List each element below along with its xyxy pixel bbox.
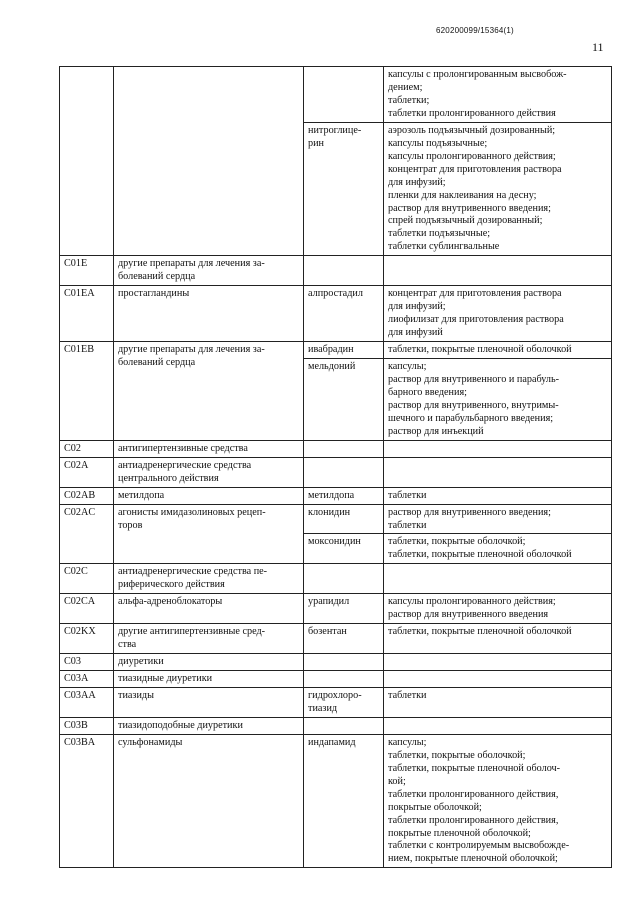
drug-name-line: рин bbox=[308, 137, 324, 149]
dosage-form-line: таблетки, покрытые пленочной оболочкой bbox=[388, 549, 572, 561]
drug-name-cell bbox=[304, 734, 384, 868]
dosage-forms-cell bbox=[384, 594, 612, 624]
dosage-form-line: пленки для наклеивания на десну; bbox=[388, 189, 537, 201]
dosage-form-line: для инфузий bbox=[388, 327, 443, 339]
group-name-line: антигипертензивные средства bbox=[118, 442, 248, 454]
group-name-cell bbox=[114, 624, 304, 654]
table-row bbox=[60, 440, 612, 457]
drug-name-cell bbox=[304, 256, 384, 286]
group-name-line: альфа-адреноблокаторы bbox=[118, 596, 223, 608]
atc-code-cell bbox=[60, 594, 114, 624]
dosage-form-line: покрытые пленочной оболочкой; bbox=[388, 827, 531, 839]
atc-code-cell bbox=[60, 624, 114, 654]
atc-code-cell bbox=[60, 487, 114, 504]
atc-code-cell bbox=[60, 286, 114, 342]
group-name-cell bbox=[114, 440, 304, 457]
group-name-line: тиазидные диуретики bbox=[118, 673, 213, 685]
atc-code: C01EB bbox=[64, 344, 95, 356]
dosage-form-line: раствор для внутривенного введения; bbox=[388, 202, 551, 214]
dosage-form-line: для инфузий; bbox=[388, 176, 446, 188]
dosage-form-line: покрытые оболочкой; bbox=[388, 801, 482, 813]
group-name-line: тиазиды bbox=[118, 689, 154, 701]
group-name-cell bbox=[114, 717, 304, 734]
drug-name-cell bbox=[304, 457, 384, 487]
dosage-form-line: таблетки bbox=[388, 489, 427, 501]
atc-code: C03B bbox=[64, 719, 88, 731]
dosage-form-line: шечного и парабульбарного введения; bbox=[388, 412, 554, 424]
dosage-form-line: таблетки с контролируемым высвобожде- bbox=[388, 840, 570, 852]
atc-code-cell bbox=[60, 440, 114, 457]
drug-name-line: моксонидин bbox=[308, 536, 361, 548]
dosage-form-line: кой; bbox=[388, 775, 406, 787]
atc-code-cell bbox=[60, 67, 114, 256]
group-name-line: антиадренергические средства bbox=[118, 459, 252, 471]
drug-name-line: нитроглице- bbox=[308, 124, 362, 136]
dosage-form-line: концентрат для приготовления раствора bbox=[388, 163, 562, 175]
dosage-form-line: таблетки, покрытые оболочкой; bbox=[388, 749, 526, 761]
dosage-form-line: таблетки пролонгированного действия bbox=[388, 107, 556, 119]
dosage-forms-cell bbox=[384, 504, 612, 534]
group-name-line: другие антигипертензивные сред- bbox=[118, 626, 266, 638]
dosage-form-line: раствор для внутривенного и парабуль- bbox=[388, 373, 560, 385]
dosage-forms-cell bbox=[384, 717, 612, 734]
dosage-forms-cell bbox=[384, 624, 612, 654]
dosage-forms-cell bbox=[384, 534, 612, 564]
dosage-forms-cell bbox=[384, 654, 612, 671]
drug-name-cell bbox=[304, 534, 384, 564]
dosage-form-line: спрей подъязычный дозированный; bbox=[388, 215, 543, 227]
drug-name-line: метилдопа bbox=[308, 489, 355, 501]
table-row bbox=[60, 342, 612, 359]
dosage-forms-cell bbox=[384, 687, 612, 717]
group-name-cell bbox=[114, 654, 304, 671]
drug-name-cell bbox=[304, 717, 384, 734]
drug-name-cell bbox=[304, 122, 384, 256]
table-row bbox=[60, 487, 612, 504]
dosage-form-line: таблетки, покрытые оболочкой; bbox=[388, 536, 526, 548]
group-name-line: агонисты имидазолиновых рецеп- bbox=[118, 506, 266, 518]
atc-code: C01EA bbox=[64, 288, 95, 300]
drug-name-cell bbox=[304, 654, 384, 671]
drug-name-line: бозентан bbox=[308, 626, 347, 638]
dosage-form-line: таблетки пролонгированного действия, bbox=[388, 814, 559, 826]
drug-table bbox=[59, 66, 612, 868]
dosage-forms-cell bbox=[384, 256, 612, 286]
dosage-form-line: лиофилизат для приготовления раствора bbox=[388, 314, 564, 326]
atc-code-cell bbox=[60, 564, 114, 594]
group-name-line: болеваний сердца bbox=[118, 357, 196, 369]
dosage-forms-cell bbox=[384, 286, 612, 342]
dosage-form-line: капсулы с пролонгированным высвобож- bbox=[388, 69, 567, 80]
atc-code-cell bbox=[60, 654, 114, 671]
drug-name-line: алпростадил bbox=[308, 288, 363, 300]
group-name-cell bbox=[114, 342, 304, 441]
dosage-forms-cell bbox=[384, 440, 612, 457]
dosage-forms-cell bbox=[384, 671, 612, 688]
group-name-cell bbox=[114, 564, 304, 594]
table-row bbox=[60, 504, 612, 534]
atc-code: C02CA bbox=[64, 596, 96, 608]
atc-code-cell bbox=[60, 734, 114, 868]
group-name-cell bbox=[114, 256, 304, 286]
group-name-line: другие препараты для лечения за- bbox=[118, 258, 265, 270]
atc-code: C03AA bbox=[64, 689, 96, 701]
drug-name-cell bbox=[304, 440, 384, 457]
drug-name-cell bbox=[304, 504, 384, 534]
drug-table-body bbox=[60, 67, 612, 868]
table-row bbox=[60, 717, 612, 734]
dosage-form-line: раствор для внутривенного, внутримы- bbox=[388, 399, 559, 411]
group-name-cell bbox=[114, 671, 304, 688]
dosage-form-line: аэрозоль подъязычный дозированный; bbox=[388, 124, 556, 136]
dosage-form-line: таблетки сублингвальные bbox=[388, 241, 500, 253]
dosage-forms-cell bbox=[384, 564, 612, 594]
group-name-cell bbox=[114, 487, 304, 504]
drug-name-line: индапамид bbox=[308, 736, 356, 748]
atc-code: C03BA bbox=[64, 736, 96, 748]
atc-code-cell bbox=[60, 504, 114, 564]
drug-name-cell bbox=[304, 624, 384, 654]
dosage-form-line: таблетки подъязычные; bbox=[388, 228, 491, 240]
atc-code: C02 bbox=[64, 442, 81, 454]
dosage-form-line: таблетки, покрытые пленочной оболочкой bbox=[388, 626, 572, 638]
page-number: 11 bbox=[592, 40, 604, 54]
atc-code: C01E bbox=[64, 258, 88, 270]
dosage-form-line: раствор для внутривенного введения bbox=[388, 609, 549, 621]
drug-name-cell bbox=[304, 342, 384, 359]
document-id: 620200099/15364(1) bbox=[436, 26, 514, 35]
group-name-cell bbox=[114, 594, 304, 624]
dosage-form-line: таблетки; bbox=[388, 94, 430, 106]
drug-name-cell bbox=[304, 687, 384, 717]
dosage-form-line: раствор для внутривенного введения; bbox=[388, 506, 551, 518]
table-row bbox=[60, 671, 612, 688]
drug-name-line: ивабрадин bbox=[308, 344, 354, 356]
group-name-cell bbox=[114, 734, 304, 868]
dosage-forms-cell bbox=[384, 359, 612, 441]
table-row bbox=[60, 286, 612, 342]
group-name-line: диуретики bbox=[118, 656, 164, 668]
atc-code: C02C bbox=[64, 566, 88, 578]
group-name-cell bbox=[114, 457, 304, 487]
drug-name-cell bbox=[304, 671, 384, 688]
atc-code-cell bbox=[60, 457, 114, 487]
group-name-cell bbox=[114, 67, 304, 256]
group-name-line: сульфонамиды bbox=[118, 736, 183, 748]
group-name-line: другие препараты для лечения за- bbox=[118, 344, 265, 356]
dosage-form-line: концентрат для приготовления раствора bbox=[388, 288, 562, 300]
dosage-form-line: капсулы; bbox=[388, 736, 427, 748]
dosage-forms-cell bbox=[384, 734, 612, 868]
dosage-forms-cell bbox=[384, 67, 612, 123]
group-name-line: антиадренергические средства пе- bbox=[118, 566, 268, 578]
dosage-form-line: нием, покрытые пленочной оболочкой; bbox=[388, 853, 558, 865]
table-row bbox=[60, 624, 612, 654]
dosage-form-line: раствор для инъекций bbox=[388, 425, 484, 437]
atc-code: C02AB bbox=[64, 489, 96, 501]
dosage-form-line: таблетки пролонгированного действия, bbox=[388, 788, 559, 800]
group-name-line: тиазидоподобные диуретики bbox=[118, 719, 243, 731]
group-name-line: метилдопа bbox=[118, 489, 165, 501]
dosage-forms-cell bbox=[384, 342, 612, 359]
group-name-cell bbox=[114, 687, 304, 717]
dosage-form-line: для инфузий; bbox=[388, 301, 446, 313]
dosage-form-line: барного введения; bbox=[388, 386, 467, 398]
group-name-cell bbox=[114, 286, 304, 342]
drug-name-cell bbox=[304, 359, 384, 441]
dosage-forms-cell bbox=[384, 457, 612, 487]
table-row bbox=[60, 687, 612, 717]
drug-name-cell bbox=[304, 564, 384, 594]
atc-code: C03 bbox=[64, 656, 81, 668]
table-row bbox=[60, 594, 612, 624]
atc-code: C02AC bbox=[64, 506, 96, 518]
table-row bbox=[60, 67, 612, 123]
dosage-form-line: капсулы подъязычные; bbox=[388, 137, 488, 149]
drug-name-cell bbox=[304, 487, 384, 504]
group-name-line: ства bbox=[118, 639, 137, 651]
dosage-form-line: капсулы пролонгированного действия; bbox=[388, 596, 556, 608]
group-name-cell bbox=[114, 504, 304, 564]
table-row bbox=[60, 654, 612, 671]
dosage-form-line: дением; bbox=[388, 81, 423, 93]
atc-code: C03A bbox=[64, 673, 89, 685]
dosage-forms-cell bbox=[384, 487, 612, 504]
atc-code-cell bbox=[60, 256, 114, 286]
table-row bbox=[60, 734, 612, 868]
group-name-line: болеваний сердца bbox=[118, 271, 196, 283]
atc-code-cell bbox=[60, 342, 114, 441]
atc-code-cell bbox=[60, 717, 114, 734]
drug-name-cell bbox=[304, 594, 384, 624]
table-row bbox=[60, 564, 612, 594]
dosage-form-line: таблетки bbox=[388, 519, 427, 531]
group-name-line: простагландины bbox=[118, 288, 190, 300]
atc-code-cell bbox=[60, 671, 114, 688]
dosage-form-line: таблетки, покрытые пленочной оболочкой bbox=[388, 344, 572, 356]
group-name-line: риферического действия bbox=[118, 579, 225, 591]
atc-code: C02KX bbox=[64, 626, 96, 638]
drug-name-line: клонидин bbox=[308, 506, 351, 518]
table-row bbox=[60, 256, 612, 286]
drug-name-line: гидрохлоро- bbox=[308, 689, 362, 701]
drug-name-line: тиазид bbox=[308, 702, 338, 714]
group-name-line: торов bbox=[118, 519, 143, 531]
drug-name-cell bbox=[304, 286, 384, 342]
dosage-form-line: капсулы; bbox=[388, 361, 427, 373]
atc-code-cell bbox=[60, 687, 114, 717]
atc-code: C02A bbox=[64, 459, 89, 471]
dosage-form-line: таблетки bbox=[388, 689, 427, 701]
drug-name-cell bbox=[304, 67, 384, 123]
dosage-forms-cell bbox=[384, 122, 612, 256]
table-row bbox=[60, 457, 612, 487]
group-name-line: центрального действия bbox=[118, 472, 219, 484]
dosage-form-line: капсулы пролонгированного действия; bbox=[388, 150, 556, 162]
drug-name-line: мельдоний bbox=[308, 361, 356, 373]
drug-name-line: урапидил bbox=[308, 596, 350, 608]
dosage-form-line: таблетки, покрытые пленочной оболоч- bbox=[388, 762, 561, 774]
